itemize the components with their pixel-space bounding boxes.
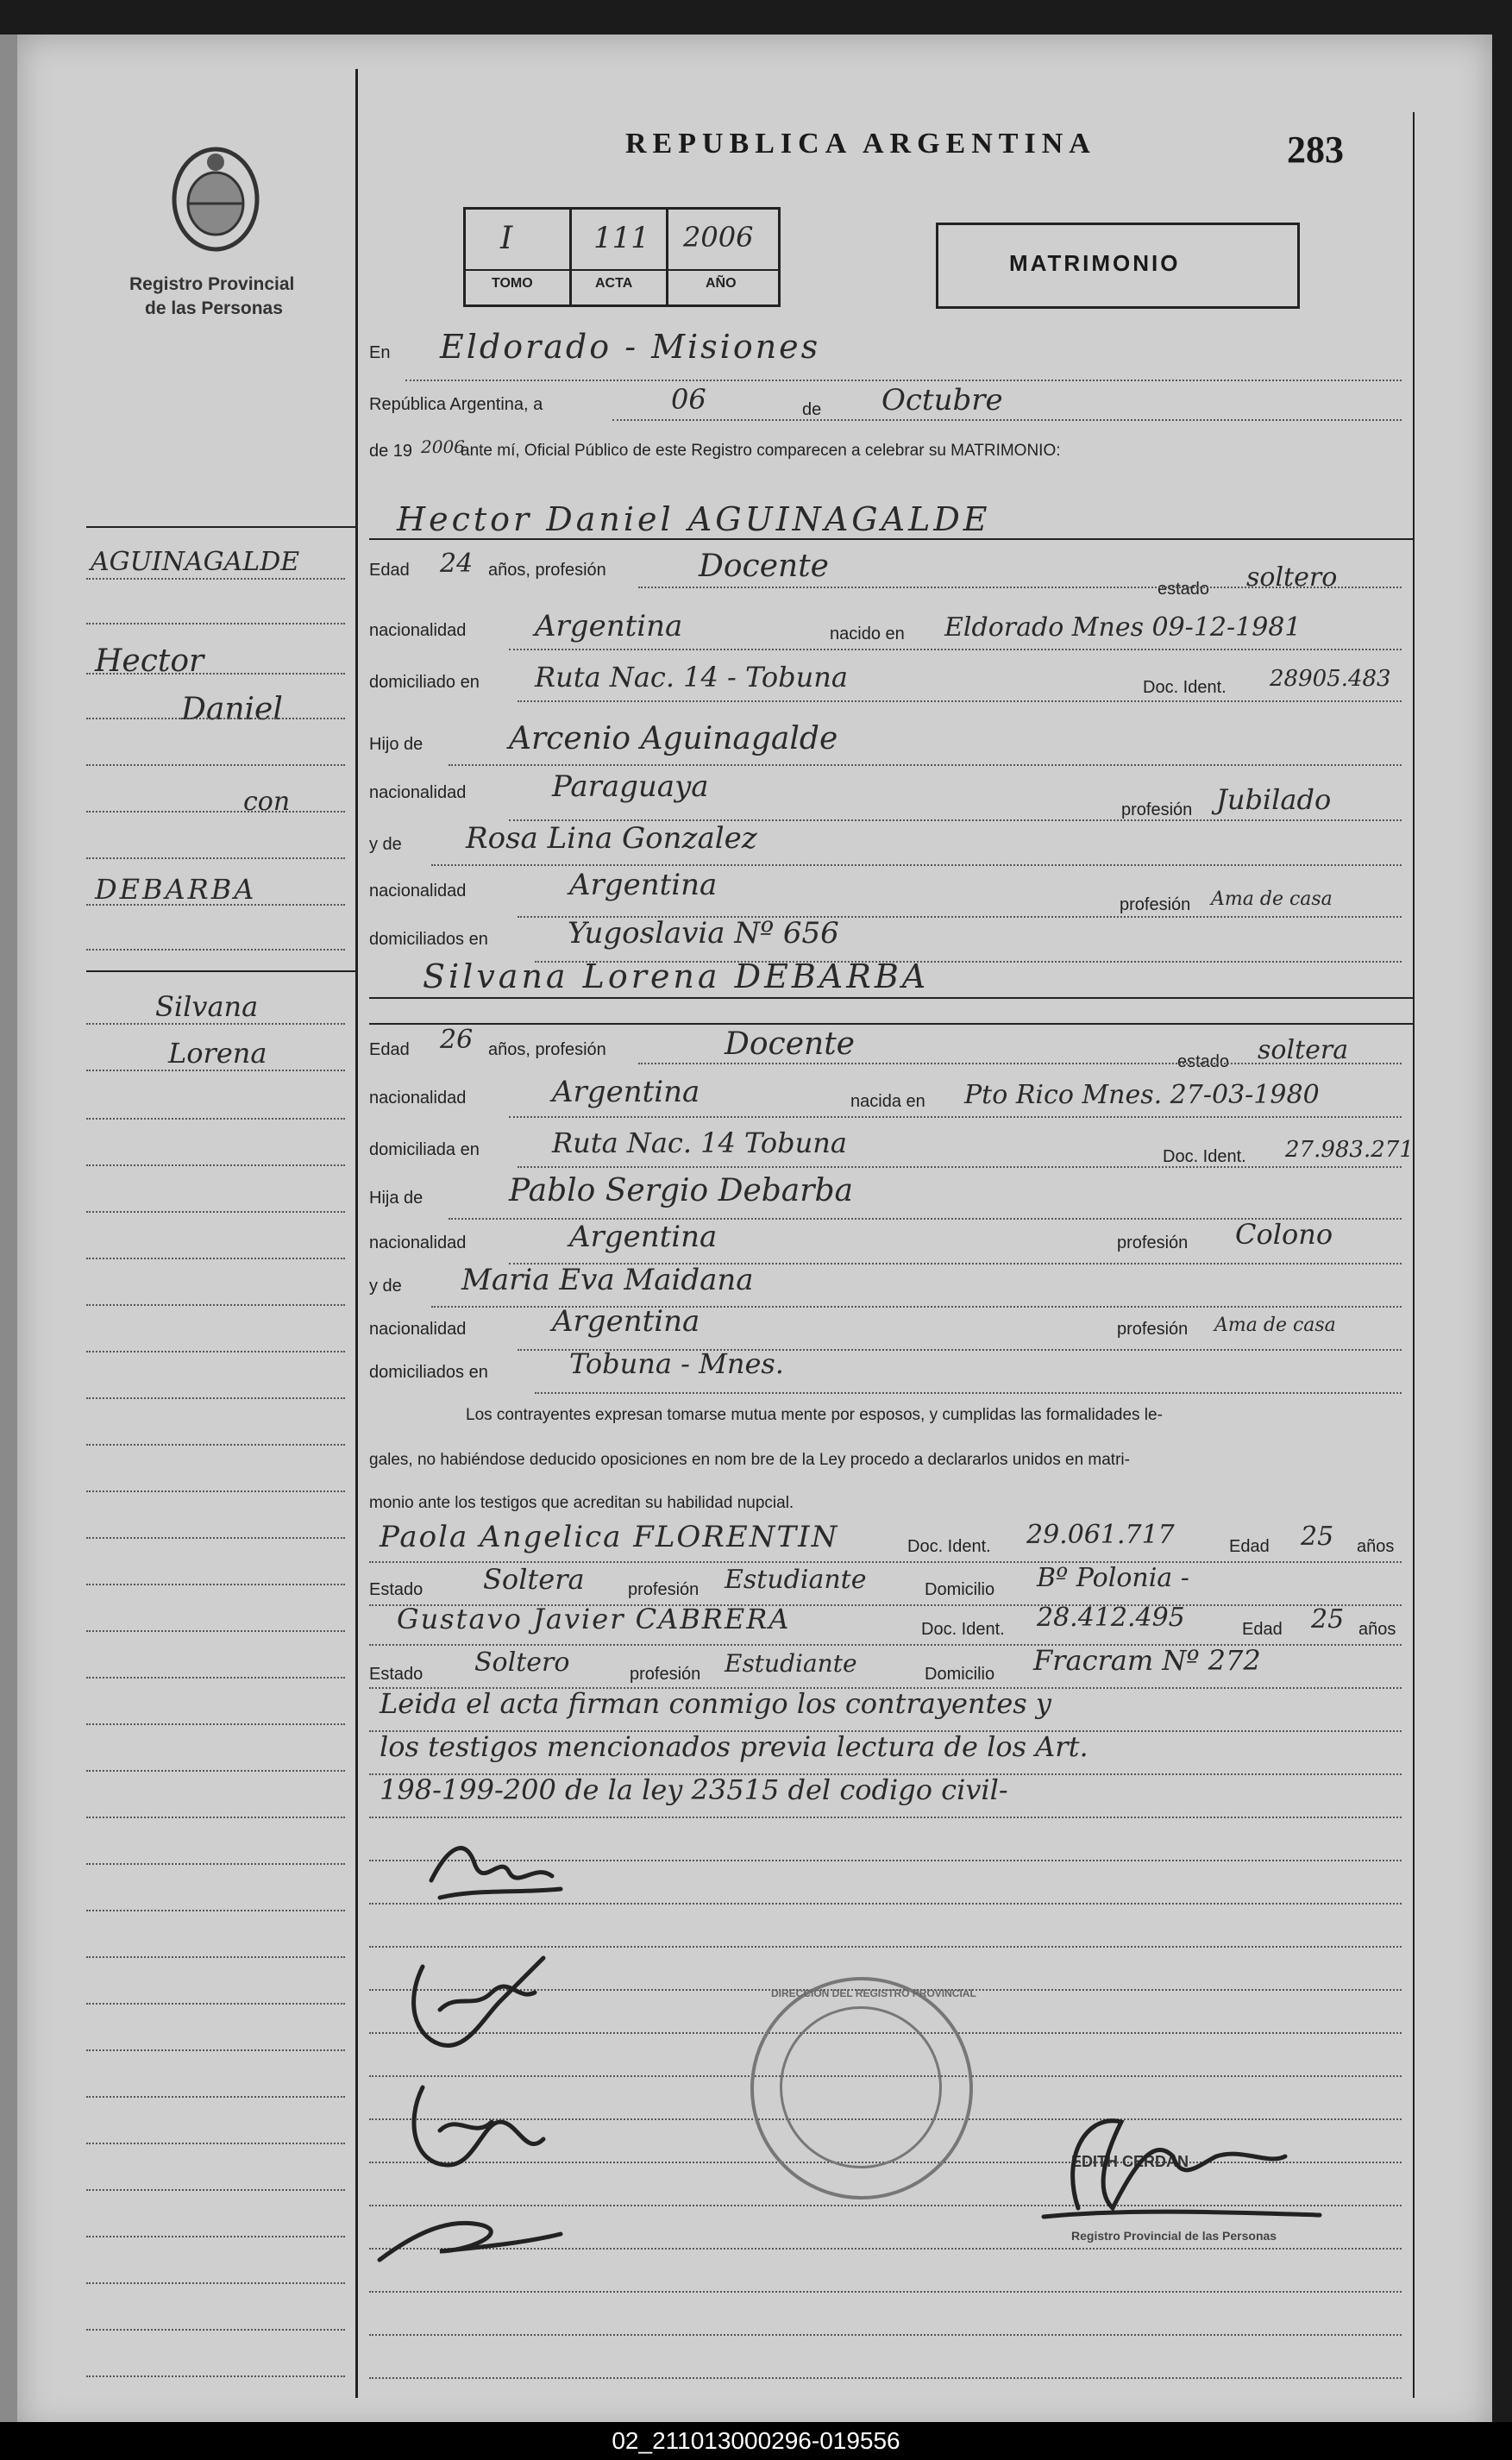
closing-line: Leida el acta firman conmigo los contrayentes y bbox=[380, 1687, 1051, 1720]
act-type: MATRIMONIO bbox=[1009, 250, 1181, 276]
bride-mother: Maria Eva Maidana bbox=[461, 1263, 754, 1297]
bride-nationality: Argentina bbox=[552, 1075, 700, 1109]
bride-mother-prof: Ama de casa bbox=[1214, 1315, 1336, 1336]
declaration-line: monio ante los testigos que acreditan su habilidad nupcial. bbox=[369, 1494, 794, 1512]
witness-2-name: Gustavo Javier CABRERA bbox=[397, 1603, 791, 1635]
witness-1-doc-label: Doc. Ident. bbox=[907, 1537, 991, 1556]
margin-rule bbox=[355, 69, 358, 2398]
witness-1-estado: Soltera bbox=[483, 1563, 585, 1596]
seal-text: DIRECCION DEL REGISTRO PROVINCIAL bbox=[771, 1987, 976, 1999]
bride-doc: 27.983.271 bbox=[1285, 1137, 1414, 1163]
declaration-line: gales, no habiéndose deducido oposiciones en nom bre de la Ley procedo a declararlos unidos en matri- bbox=[369, 1451, 1130, 1469]
image-caption: 02_211013000296-019556 bbox=[0, 2422, 1512, 2460]
marriage-year: 2006 bbox=[421, 436, 465, 457]
groom-mother-nat-label: nacionalidad bbox=[369, 882, 467, 901]
bride-name: Silvana Lorena DEBARBA bbox=[423, 957, 930, 995]
witness-2-estado: Soltero bbox=[474, 1647, 570, 1678]
registry-name-line1: Registro Provincial bbox=[129, 274, 295, 294]
groom-age: 24 bbox=[440, 549, 474, 579]
groom-father: Arcenio Aguinagalde bbox=[509, 721, 838, 756]
margin-line: Daniel bbox=[181, 692, 283, 727]
groom-mother: Rosa Lina Gonzalez bbox=[466, 821, 757, 856]
witness-1-edad-label: Edad bbox=[1229, 1537, 1270, 1556]
witness-2-prof-label: profesión bbox=[630, 1665, 701, 1684]
acta-label: ACTA bbox=[595, 276, 633, 291]
register-page bbox=[17, 35, 1492, 2432]
page-number: 283 bbox=[1287, 129, 1344, 171]
bride-mother-nat: Argentina bbox=[552, 1304, 700, 1339]
bride-mother-prof-label: profesión bbox=[1117, 1320, 1189, 1339]
witness-2-doc: 28.412.495 bbox=[1037, 1603, 1185, 1633]
margin-line: Hector bbox=[95, 643, 204, 679]
bride-doc-label: Doc. Ident. bbox=[1163, 1147, 1246, 1166]
witness-2-anos-label: años bbox=[1358, 1620, 1396, 1639]
groom-edad-label: Edad bbox=[369, 561, 410, 580]
right-rule bbox=[1413, 112, 1415, 2398]
bride-estado-label: estado bbox=[1177, 1052, 1230, 1071]
registry-seal bbox=[750, 1977, 976, 2200]
witness-1-anos-label: años bbox=[1357, 1537, 1395, 1556]
acta-value: 111 bbox=[593, 221, 649, 255]
groom-dom-label: domiciliado en bbox=[369, 673, 480, 692]
intro-text: ante mí, Oficial Público de este Registro comparecen a celebrar su MATRIMONIO: bbox=[461, 442, 1061, 460]
bride-doms-label: domiciliados en bbox=[369, 1363, 488, 1382]
groom-father-nat: Paraguaya bbox=[552, 769, 709, 804]
witness-1-estado-label: Estado bbox=[369, 1580, 423, 1599]
witness-2-age: 25 bbox=[1311, 1604, 1345, 1635]
bride-dom-label: domiciliada en bbox=[369, 1140, 480, 1159]
witness-2-signature bbox=[362, 2200, 578, 2277]
groom-doms-label: domiciliados en bbox=[369, 930, 488, 949]
official-stamp-title: Registro Provincial de las Personas bbox=[1071, 2229, 1277, 2243]
groom-estado-label: estado bbox=[1158, 580, 1210, 599]
bride-father-nat-label: nacionalidad bbox=[369, 1233, 467, 1252]
bride-profession: Docente bbox=[725, 1026, 855, 1062]
bride-hija-label: Hija de bbox=[369, 1189, 423, 1208]
bride-father-prof: Colono bbox=[1235, 1218, 1333, 1251]
marriage-month: Octubre bbox=[881, 383, 1003, 417]
marriage-day: 06 bbox=[671, 383, 706, 416]
witness-1-address: Bº Polonia - bbox=[1037, 1563, 1189, 1593]
groom-doc: 28905.483 bbox=[1270, 666, 1391, 692]
witness-2-estado-label: Estado bbox=[369, 1665, 423, 1684]
witness-1-dom-label: Domicilio bbox=[925, 1580, 995, 1599]
de-year-label: de 19 bbox=[369, 442, 413, 461]
republica-label: República Argentina, a bbox=[369, 395, 543, 414]
witness-1-signature bbox=[397, 2070, 552, 2182]
bride-age: 26 bbox=[440, 1025, 474, 1055]
bride-father: Pablo Sergio Debarba bbox=[509, 1173, 853, 1208]
witness-2-dom-label: Domicilio bbox=[925, 1665, 995, 1684]
margin-line: DEBARBA bbox=[95, 873, 257, 906]
groom-mother-prof-label: profesión bbox=[1120, 895, 1191, 914]
groom-yde-label: y de bbox=[369, 835, 402, 854]
country-heading: REPUBLICA ARGENTINA bbox=[625, 128, 1096, 160]
witness-2-edad-label: Edad bbox=[1242, 1620, 1283, 1639]
closing-line: los testigos mencionados previa lectura de los Art. bbox=[380, 1730, 1089, 1763]
bride-father-prof-label: profesión bbox=[1117, 1233, 1189, 1252]
en-label: En bbox=[369, 343, 391, 362]
groom-father-nat-label: nacionalidad bbox=[369, 783, 467, 802]
groom-parents-address: Yugoslavia Nº 656 bbox=[568, 916, 839, 951]
witness-2-address: Fracram Nº 272 bbox=[1033, 1644, 1261, 1677]
margin-line: Lorena bbox=[168, 1037, 267, 1070]
ano-value: 2006 bbox=[683, 221, 754, 254]
coat-of-arms-icon bbox=[164, 143, 267, 255]
declaration-line: Los contrayentes expresan tomarse mutua mente por esposos, y cumplidas las formalidades le- bbox=[466, 1406, 1163, 1424]
bride-birth: Pto Rico Mnes. 27-03-1980 bbox=[964, 1080, 1320, 1110]
official-stamp-name: EDITH CERDAN bbox=[1071, 2153, 1189, 2170]
bride-yde-label: y de bbox=[369, 1277, 402, 1296]
marriage-place: Eldorado - Misiones bbox=[440, 328, 821, 366]
witness-1-profession: Estudiante bbox=[725, 1565, 867, 1595]
margin-line: Silvana bbox=[155, 990, 259, 1023]
witness-1-name: Paola Angelica FLORENTIN bbox=[380, 1520, 839, 1554]
groom-estado: soltero bbox=[1246, 562, 1338, 593]
tomo-label: TOMO bbox=[492, 276, 533, 291]
groom-father-prof-label: profesión bbox=[1121, 800, 1193, 819]
margin-line: con bbox=[243, 787, 291, 817]
witness-1-doc: 29.061.717 bbox=[1026, 1520, 1175, 1550]
groom-doc-label: Doc. Ident. bbox=[1143, 678, 1227, 697]
bride-father-nat: Argentina bbox=[569, 1220, 718, 1254]
witness-2-doc-label: Doc. Ident. bbox=[921, 1620, 1005, 1639]
groom-profession: Docente bbox=[699, 549, 829, 584]
groom-hijo-label: Hijo de bbox=[369, 735, 423, 754]
groom-signature bbox=[414, 1829, 569, 1915]
bride-parents-address: Tobuna - Mnes. bbox=[569, 1347, 784, 1380]
bride-estado: soltera bbox=[1258, 1035, 1349, 1065]
margin-line: AGUINAGALDE bbox=[91, 547, 300, 577]
groom-anos-label: años, profesión bbox=[488, 561, 606, 580]
groom-father-prof: Jubilado bbox=[1216, 783, 1332, 816]
groom-mother-nat: Argentina bbox=[569, 868, 718, 902]
witness-2-profession: Estudiante bbox=[725, 1649, 857, 1678]
bride-nacida-label: nacida en bbox=[850, 1092, 925, 1111]
groom-nacido-label: nacido en bbox=[830, 624, 905, 643]
bride-anos-label: años, profesión bbox=[488, 1040, 606, 1059]
groom-nac-label: nacionalidad bbox=[369, 621, 467, 640]
bride-nac-label: nacionalidad bbox=[369, 1089, 467, 1108]
groom-address: Ruta Nac. 14 - Tobuna bbox=[535, 661, 848, 693]
book-spine bbox=[0, 35, 19, 2432]
groom-mother-prof: Ama de casa bbox=[1211, 888, 1333, 910]
witness-1-age: 25 bbox=[1301, 1522, 1334, 1552]
groom-nationality: Argentina bbox=[535, 609, 683, 643]
witness-1-prof-label: profesión bbox=[628, 1580, 700, 1599]
groom-name: Hector Daniel AGUINAGALDE bbox=[397, 500, 991, 538]
groom-birth: Eldorado Mnes 09-12-1981 bbox=[944, 612, 1302, 643]
de-label: de bbox=[802, 400, 822, 419]
bride-mother-nat-label: nacionalidad bbox=[369, 1320, 467, 1339]
closing-line: 198-199-200 de la ley 23515 del codigo civil- bbox=[380, 1773, 1008, 1806]
bride-edad-label: Edad bbox=[369, 1040, 410, 1059]
tomo-value: I bbox=[500, 221, 513, 256]
bride-address: Ruta Nac. 14 Tobuna bbox=[552, 1126, 847, 1159]
ano-label: AÑO bbox=[706, 276, 737, 291]
official-signature bbox=[1026, 2105, 1337, 2234]
bride-signature bbox=[388, 1932, 561, 2062]
registry-name-line2: de las Personas bbox=[145, 298, 283, 318]
